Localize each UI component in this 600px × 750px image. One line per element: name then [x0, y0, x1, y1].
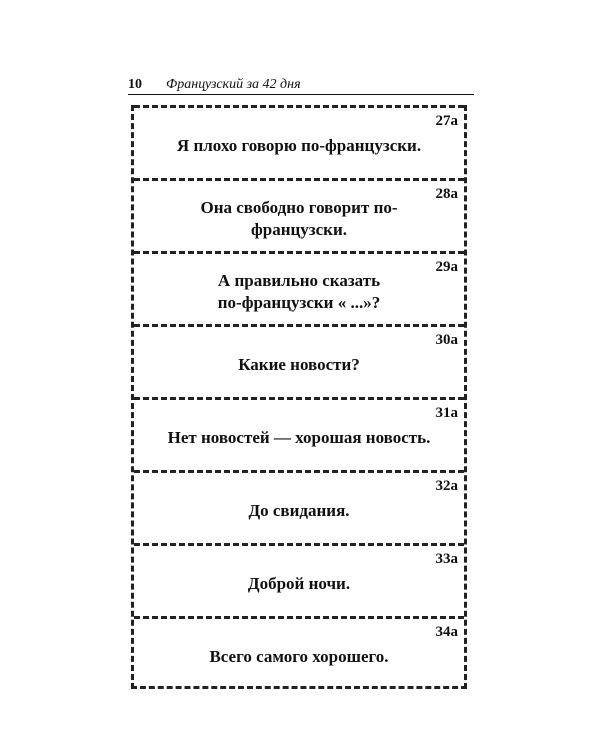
flashcard [134, 324, 464, 397]
flashcard [134, 178, 464, 251]
card-number: 29a [435, 259, 458, 275]
card-text: Нет новостей — хорошая новость. [167, 428, 431, 447]
card-number: 27a [435, 113, 458, 129]
flashcard [134, 543, 464, 616]
flashcard [134, 251, 464, 324]
running-title: Французский за 42 дня [166, 77, 301, 92]
card-number: 30a [435, 332, 458, 348]
card-number: 34a [435, 624, 458, 640]
card-text: До свидания. [248, 501, 350, 520]
flashcard [134, 470, 464, 543]
card-number: 31a [435, 405, 458, 421]
card-number: 33a [435, 551, 458, 567]
card-number: 32a [435, 478, 458, 494]
card-text: Она свободно говорит по-французски. [200, 198, 398, 239]
card-text: А правильно сказать по-французски « ...»? [217, 271, 381, 312]
page-number: 10 [128, 77, 142, 92]
flashcard-sheet [131, 105, 467, 689]
card-number: 28a [435, 186, 458, 202]
card-text: Доброй ночи. [247, 574, 351, 593]
flashcard [134, 616, 464, 689]
card-text: Я плохо говорю по-французски. [176, 136, 422, 155]
card-text: Всего самого хорошего. [209, 647, 389, 666]
card-text: Какие новости? [238, 355, 360, 374]
flashcard [134, 397, 464, 470]
flashcard [134, 105, 464, 178]
page-header [128, 78, 474, 95]
